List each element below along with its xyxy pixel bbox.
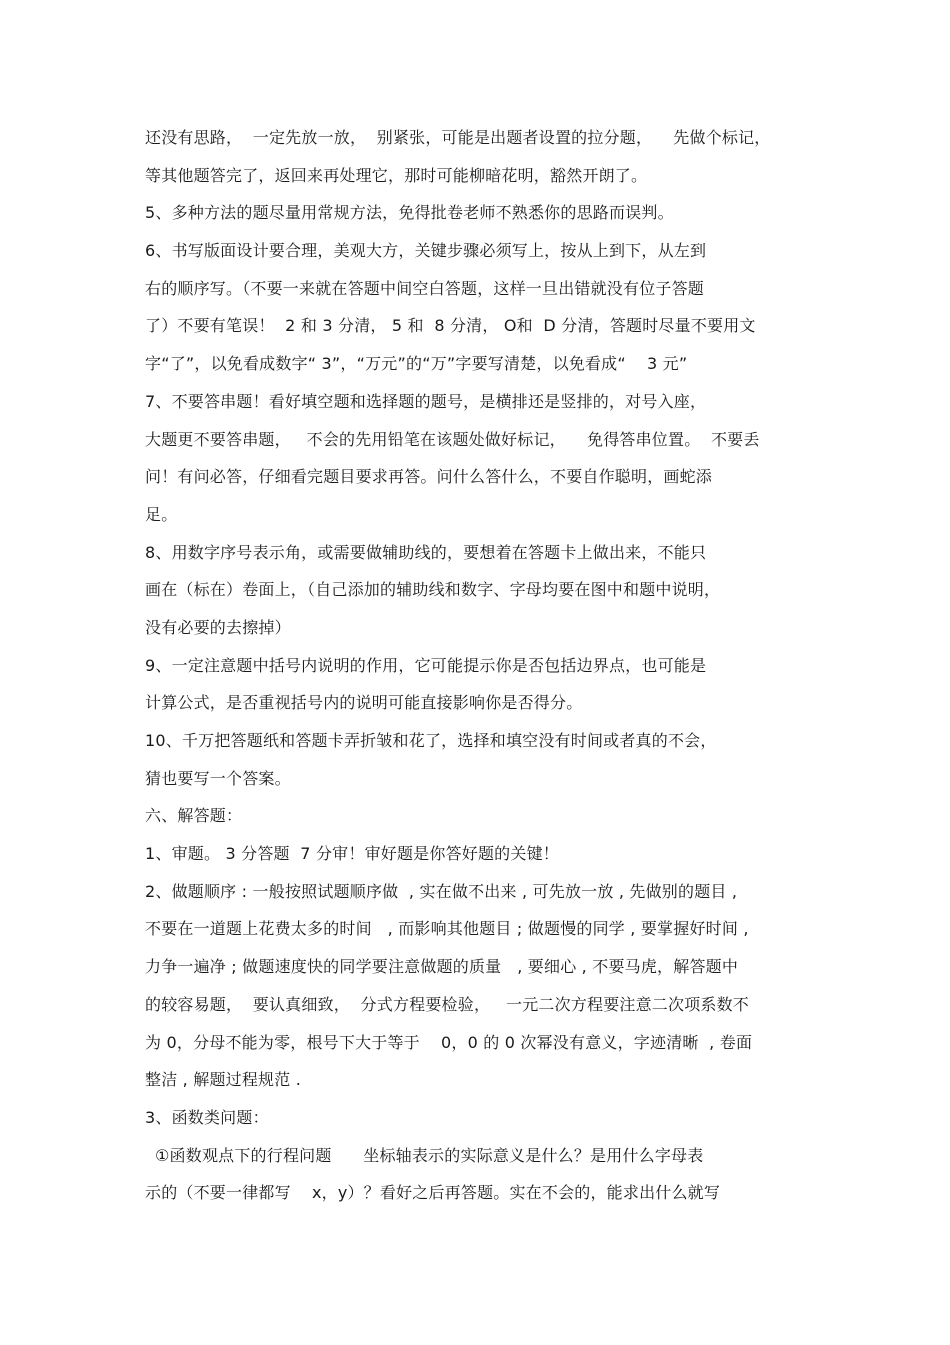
text-line: 画在（标在）卷面上，（自己添加的辅助线和数字、字母均要在图中和题中说明， (145, 580, 721, 600)
text-line: 9、一定注意题中括号内说明的作用，它可能提示你是否包括边界点，也可能是 (145, 655, 707, 675)
text-line: 不要在一道题上花费太多的时间 , 而影响其他题目 ; 做题慢的同学 , 要掌握好时间 , (145, 919, 749, 939)
text-line: 为 0，分母不能为零，根号下大于等于 0，0 的 0 次幂没有意义，字迹清晰 , 卷面 (145, 1032, 753, 1052)
text-line: 足。 (145, 504, 178, 524)
text-line: 右的顺序写。（不要一来就在答题中间空白答题，这样一旦出错就没有位子答题 (145, 278, 705, 298)
text-line: 示的（不要一律都写 x，y）？看好之后再答题。实在不会的，能求出什么就写 (145, 1183, 721, 1203)
text-line: 5、多种方法的题尽量用常规方法，免得批卷老师不熟悉你的思路而误判。 (145, 203, 674, 223)
text-line: 8、用数字序号表示角，或需要做辅助线的，要想着在答题卡上做出来，不能只 (145, 542, 707, 562)
text-line: 7、不要答串题！看好填空题和选择题的题号，是横排还是竖排的，对号入座， (145, 391, 707, 411)
text-line: 没有必要的去擦掉） (145, 617, 291, 637)
document-body (145, 119, 825, 1212)
text-line: 的较容易题， 要认真细致， 分式方程要检验， 一元二次方程要注意二次项系数不 (145, 994, 750, 1014)
subsection-heading: 3、函数类问题： (145, 1107, 269, 1127)
text-line: 等其他题答完了，返回来再处理它，那时可能柳暗花明，豁然开朗了。 (145, 165, 648, 185)
text-line: 计算公式，是否重视括号内的说明可能直接影响你是否得分。 (145, 693, 583, 713)
text-line: 字“了”，以免看成数字“ 3”，“万元”的“万”字要写清楚，以免看成“ 3 元” (145, 354, 688, 374)
text-line: 10、千万把答题纸和答题卡弄折皱和花了，选择和填空没有时间或者真的不会， (145, 731, 717, 750)
text-line: ①函数观点下的行程问题 坐标轴表示的实际意义是什么？是用什么字母表 (155, 1145, 704, 1165)
section-heading: 六、解答题： (145, 806, 243, 826)
text-line: 6、书写版面设计要合理，美观大方，关键步骤必须写上，按从上到下，从左到 (145, 241, 707, 261)
text-line: 还没有思路， 一定先放一放， 别紧张，可能是出题者设置的拉分题， 先做个标记， (145, 128, 771, 147)
text-line: 猜也要写一个答案。 (145, 768, 291, 788)
text-line: 2、做题顺序 : 一般按照试题顺序做 , 实在做不出来 , 可先放一放 , 先做别的题目 , (145, 881, 738, 901)
text-line: 力争一遍净 ; 做题速度快的同学要注意做题的质量 , 要细心 , 不要马虎，解答题中 (145, 957, 739, 977)
text-line: 1、审题。 3 分答题 7 分审！审好题是你答好题的关键！ (145, 844, 559, 864)
text-line: 问！有问必答，仔细看完题目要求再答。问什么答什么，不要自作聪明，画蛇添 (145, 467, 713, 487)
text-line: 整洁 , 解题过程规范 . (145, 1070, 302, 1090)
text-line: 大题更不要答串题， 不会的先用铅笔在该题处做好标记， 免得答串位置。 不要丢 (145, 429, 760, 449)
text-line: 了）不要有笔误！ 2 和 3 分清， 5 和 8 分清， O和 D 分清，答题时尽量不要用文 (145, 316, 756, 336)
